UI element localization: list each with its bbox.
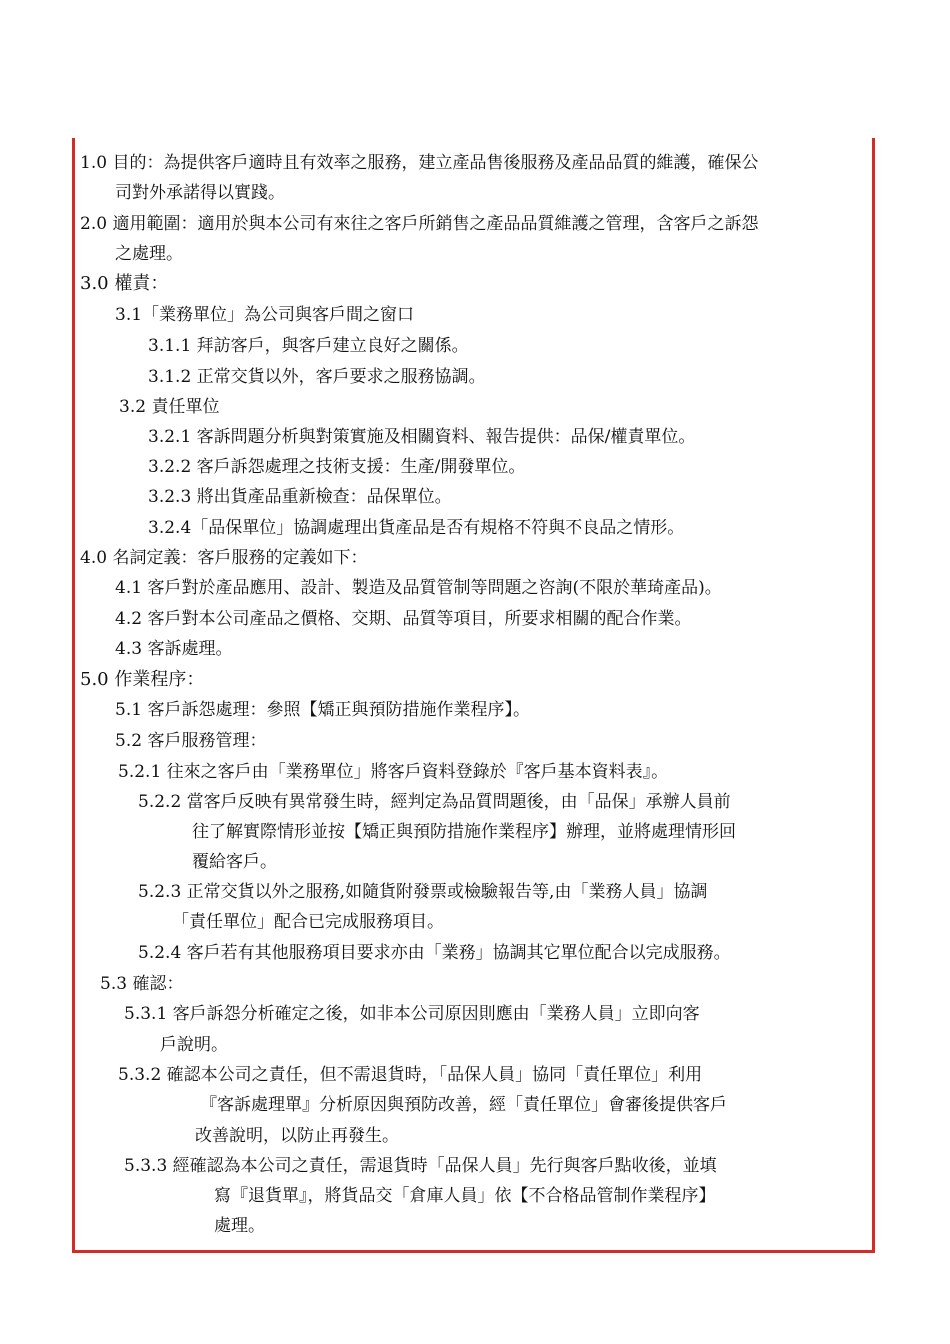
item-4-3: 4.3 客訴處理。 [115, 639, 233, 659]
item-5-3: 5.3 確認： [100, 974, 184, 994]
item-5-3-1: 5.3.1 客戶訴怨分析確定之後，如非本公司原因則應由「業務人員」立即向客 [124, 1004, 700, 1024]
item-5-2-3-cont: 「責任單位」配合已完成服務項目。 [172, 912, 444, 932]
item-4-2: 4.2 客戶對本公司產品之價格、交期、品質等項目，所要求相關的配合作業。 [115, 609, 692, 629]
item-5-1: 5.1 客戶訴怨處理：參照【矯正與預防措施作業程序】。 [115, 700, 530, 720]
item-3-2-1: 3.2.1 客訴問題分析與對策實施及相關資料、報告提供：品保/權責單位。 [148, 427, 696, 447]
item-5-3-2-cont: 『客訴處理單』分析原因與預防改善，經「責任單位」會審後提供客戶 [200, 1095, 727, 1115]
item-4-1: 4.1 客戶對於產品應用、設計、製造及品質管制等問題之咨詢(不限於華琦產品)。 [115, 578, 722, 598]
item-5-2-4: 5.2.4 客戶若有其他服務項目要求亦由「業務」協調其它單位配合以完成服務。 [138, 943, 731, 963]
section-2-scope: 2.0 適用範圍：適用於與本公司有來往之客戶所銷售之產品品質維護之管理，含客戶之訴怨 [80, 214, 759, 234]
item-5-3-3-cont2: 處理。 [214, 1216, 265, 1236]
item-5-3-3: 5.3.3 經確認為本公司之責任，需退貨時「品保人員」先行與客戶點收後，並填 [124, 1156, 717, 1176]
item-5-3-2-cont2: 改善說明，以防止再發生。 [195, 1126, 399, 1146]
item-3-2-3: 3.2.3 將出貨產品重新檢查：品保單位。 [148, 487, 452, 507]
item-5-3-2: 5.3.2 確認本公司之責任，但不需退貨時，「品保人員」協同「責任單位」利用 [118, 1065, 703, 1085]
section-3-heading: 3.0 權責： [80, 273, 169, 294]
item-5-2-2-cont: 往了解實際情形並按【矯正與預防措施作業程序】辦理，並將處理情形回 [192, 822, 736, 842]
item-5-3-1-cont: 戶說明。 [160, 1035, 228, 1055]
item-5-2-2-cont2: 覆給客戶。 [192, 852, 277, 872]
section-1-purpose-cont: 司對外承諾得以實踐。 [115, 183, 285, 203]
section-5-heading: 5.0 作業程序： [80, 669, 205, 690]
item-3-1: 3.1「業務單位」為公司與客戶間之窗口 [115, 305, 415, 325]
item-5-2-3: 5.2.3 正常交貨以外之服務,如隨貨附發票或檢驗報告等,由「業務人員」協調 [138, 882, 708, 902]
item-3-1-2: 3.1.2 正常交貨以外，客戶要求之服務協調。 [148, 367, 486, 387]
item-5-2-1: 5.2.1 往來之客戶由「業務單位」將客戶資料登錄於『客戶基本資料表』。 [118, 762, 669, 782]
item-5-3-3-cont: 寫『退貨單』，將貨品交「倉庫人員」依【不合格品管制作業程序】 [214, 1186, 716, 1206]
section-1-purpose: 1.0 目的：為提供客戶適時且有效率之服務，建立產品售後服務及產品品質的維護，確保公 [80, 153, 759, 173]
item-5-2-2: 5.2.2 當客戶反映有異常發生時，經判定為品質問題後，由「品保」承辦人員前 [138, 792, 731, 812]
item-5-2: 5.2 客戶服務管理： [115, 731, 267, 751]
section-4-heading: 4.0 名詞定義：客戶服務的定義如下： [80, 548, 368, 568]
item-3-2: 3.2 責任單位 [119, 397, 220, 417]
item-3-2-2: 3.2.2 客戶訴怨處理之技術支援：生產/開發單位。 [148, 457, 526, 477]
item-3-2-4: 3.2.4「品保單位」協調處理出貨產品是否有規格不符與不良品之情形。 [148, 518, 685, 538]
section-2-scope-cont: 之處理。 [115, 244, 183, 264]
item-3-1-1: 3.1.1 拜訪客戶，與客戶建立良好之關係。 [148, 336, 469, 356]
